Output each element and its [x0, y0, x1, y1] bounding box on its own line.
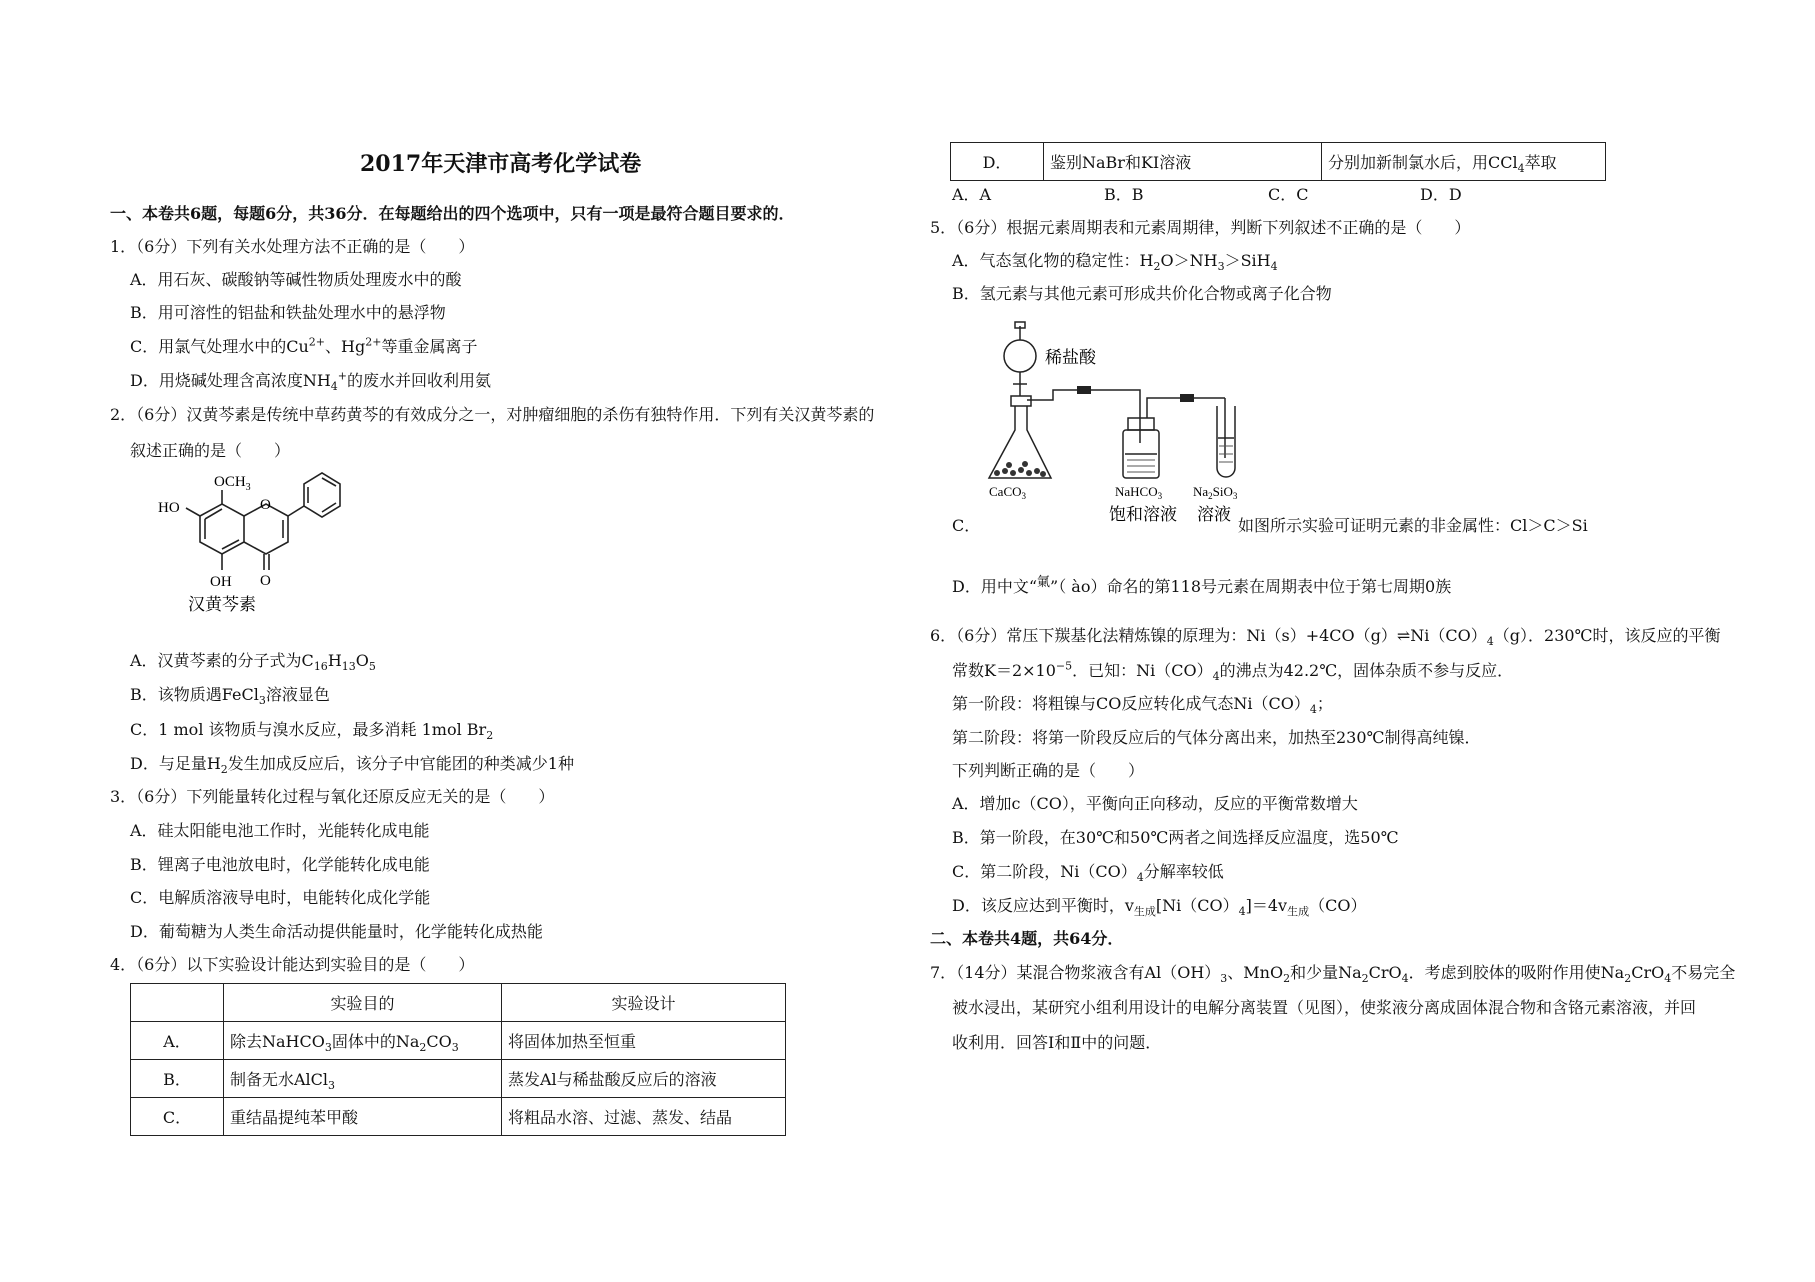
row-label: B． [131, 1060, 224, 1098]
table-row [131, 1098, 786, 1136]
q5-option-c-label: C． [952, 516, 981, 535]
row-label: A． [131, 1022, 224, 1060]
q3-option-b: B．锂离子电池放电时，化学能转化成电能 [130, 855, 430, 874]
section-two-heading: 二、本卷共4题，共64分． [930, 929, 1124, 948]
och3-label: $OCH_3$ [214, 474, 251, 493]
q3-option-c: C．电解质溶液导电时，电能转化成化学能 [130, 888, 431, 907]
q4-option-a: A．A [952, 185, 992, 204]
table-row [131, 984, 786, 1022]
q2-option-b: B．该物质遇FeCl$_3$溶液显色 [130, 685, 330, 708]
caco3-label: CaCO$_3$ [989, 484, 1026, 501]
row-label: D． [951, 143, 1044, 181]
q6-option-a: A．增加c（CO），平衡向正向移动，反应的平衡常数增大 [952, 794, 1358, 813]
table-row [951, 143, 1606, 181]
row-purpose: 制备无水AlCl$_3$ [224, 1060, 502, 1098]
q6-stem-line1: 6．（6分）常压下羰基化法精炼镍的原理为：$Ni(s)+4CO(g)\rightleftharpoons Ni(CO)_4(g)$．230℃时，该反应的平衡 [930, 626, 1721, 649]
q4-option-b: B．B [1104, 185, 1144, 204]
q3-option-d: D．葡萄糖为人类生命活动提供能量时，化学能转化成热能 [130, 922, 543, 941]
nahco3-label: NaHCO$_3$ [1115, 484, 1163, 501]
q4-table [130, 983, 786, 1136]
q5-stem: 5．（6分）根据元素周期表和元素周期律，判断下列叙述不正确的是（ ） [930, 218, 1471, 237]
q2-option-d: D．与足量$H_2$发生加成反应后，该分子中官能团的种类减少1种 [130, 754, 574, 777]
section-one-heading: 一、本卷共6题，每题6分，共36分．在每题给出的四个选项中，只有一项是最符合题目要求的． [110, 204, 795, 223]
table-header-design: 实验设计 [502, 984, 786, 1022]
q6-judge: 下列判断正确的是（ ） [952, 761, 1145, 780]
row-label: C． [131, 1098, 224, 1136]
keto-oxygen-label: O [260, 573, 271, 589]
q6-option-b: B．第一阶段，在30℃和50℃两者之间选择反应温度，选50℃ [952, 828, 1399, 847]
q1-option-b: B．用可溶性的铝盐和铁盐处理水中的悬浮物 [130, 303, 446, 322]
q4-option-c: C．C [1268, 185, 1309, 204]
q6-option-d: D．该反应达到平衡时，$v_{生成}[Ni(CO)_4]=4v_{生成}(CO)$ [952, 896, 1367, 919]
na2sio3-label: $Na_2SiO_3$ [1193, 484, 1238, 501]
page-title: 2017年天津市高考化学试卷 [360, 151, 642, 177]
table-row [131, 1060, 786, 1098]
q5-option-c-text: 如图所示实验可证明元素的非金属性：Cl＞C＞Si [1238, 516, 1588, 535]
q3-stem: 3．（6分）下列能量转化过程与氧化还原反应无关的是（ ） [110, 787, 555, 806]
rubber-connector [1077, 386, 1091, 394]
q6-option-c: C．第二阶段，$Ni(CO)_4$分解率较低 [952, 862, 1224, 885]
q2-option-c: C．1 mol 该物质与溴水反应，最多消耗 1mol $Br_2$ [130, 720, 494, 743]
q1-option-c: C．用氯气处理水中的$Cu^{2+}$、$Hg^{2+}$等重金属离子 [130, 335, 478, 356]
row-purpose: 除去NaHCO$_3$固体中的$Na_2CO_3$ [224, 1022, 502, 1060]
q4-stem: 4．（6分）以下实验设计能达到实验目的是（ ） [110, 955, 475, 974]
q6-stem-line2: 常数$K=2\times 10^{-5}$．已知：$Ni(CO)_4$的沸点为42.2℃，固体杂质不参与反应． [952, 659, 1514, 684]
table-row [131, 1022, 786, 1060]
q2-stem-line2: 叙述正确的是（ ） [130, 441, 291, 460]
apparatus-diagram [975, 318, 1238, 538]
table-header-blank [131, 984, 224, 1022]
q6-stage2: 第二阶段：将第一阶段反应后的气体分离出来，加热至230℃制得高纯镍． [952, 728, 1481, 747]
q1-stem: 1．（6分）下列有关水处理方法不正确的是（ ） [110, 237, 475, 256]
q7-line1: 7．（14分）某混合物浆液含有$Al(OH)_3$、MnO$_2$和少量$Na_2CrO_4$．考虑到胶体的吸附作用使$Na_2CrO_4$不易完全 [930, 963, 1736, 986]
q1-option-a: A．用石灰、碳酸钠等碱性物质处理废水中的酸 [130, 270, 462, 289]
na2sio3-note: 溶液 [1197, 505, 1231, 525]
q5-option-a: A．气态氢化物的稳定性：$H_2O>NH_3>SiH_4$ [952, 251, 1278, 274]
q4-table-continued [950, 142, 1606, 181]
element-glyph: 氭 [1037, 575, 1051, 590]
q7-line3: 收利用．回答Ⅰ和Ⅱ中的问题． [952, 1033, 1162, 1052]
q2-option-a: A．汉黄芩素的分子式为$C_{16}H_{13}O_5$ [130, 651, 376, 674]
structure-caption: 汉黄芩素 [188, 595, 256, 615]
q1-option-d: D．用烧碱处理含高浓度$NH_4^+$的废水并回收利用氨 [130, 369, 492, 394]
row-purpose: 重结晶提纯苯甲酸 [224, 1098, 502, 1136]
table-header-purpose: 实验目的 [224, 984, 502, 1022]
q2-stem-line1: 2．（6分）汉黄芩素是传统中草药黄芩的有效成分之一，对肿瘤细胞的杀伤有独特作用．下列有关汉黄芩素的 [110, 405, 875, 424]
q5-option-b: B．氢元素与其他元素可形成共价化合物或离子化合物 [952, 284, 1332, 303]
row-purpose: 鉴别NaBr和KI溶液 [1044, 143, 1322, 181]
ring-oxygen-label: O [260, 497, 271, 513]
wogonin-structure [130, 468, 340, 618]
row-design: 分别加新制氯水后，用CCl$_4$萃取 [1322, 143, 1606, 181]
oh-label: OH [210, 574, 232, 590]
rubber-connector [1180, 394, 1194, 402]
acid-label: 稀盐酸 [1045, 348, 1096, 368]
row-design: 蒸发Al与稀盐酸反应后的溶液 [502, 1060, 786, 1098]
ho-label: HO [158, 500, 180, 516]
q6-stage1: 第一阶段：将粗镍与CO反应转化成气态$Ni(CO)_4$； [952, 694, 1333, 717]
row-design: 将固体加热至恒重 [502, 1022, 786, 1060]
nahco3-note: 饱和溶液 [1109, 505, 1177, 525]
row-design: 将粗品水溶、过滤、蒸发、结晶 [502, 1098, 786, 1136]
q7-line2: 被水浸出，某研究小组利用设计的电解分离装置（见图），使浆液分离成固体混合物和含铬元素溶液，并回 [952, 998, 1697, 1017]
q3-option-a: A．硅太阳能电池工作时，光能转化成电能 [130, 821, 430, 840]
q4-option-d: D．D [1420, 185, 1462, 204]
q5-option-d: D．用中文“$^氭$”（ ào）命名的第118号元素在周期表中位于第七周期0族 [952, 575, 1452, 596]
